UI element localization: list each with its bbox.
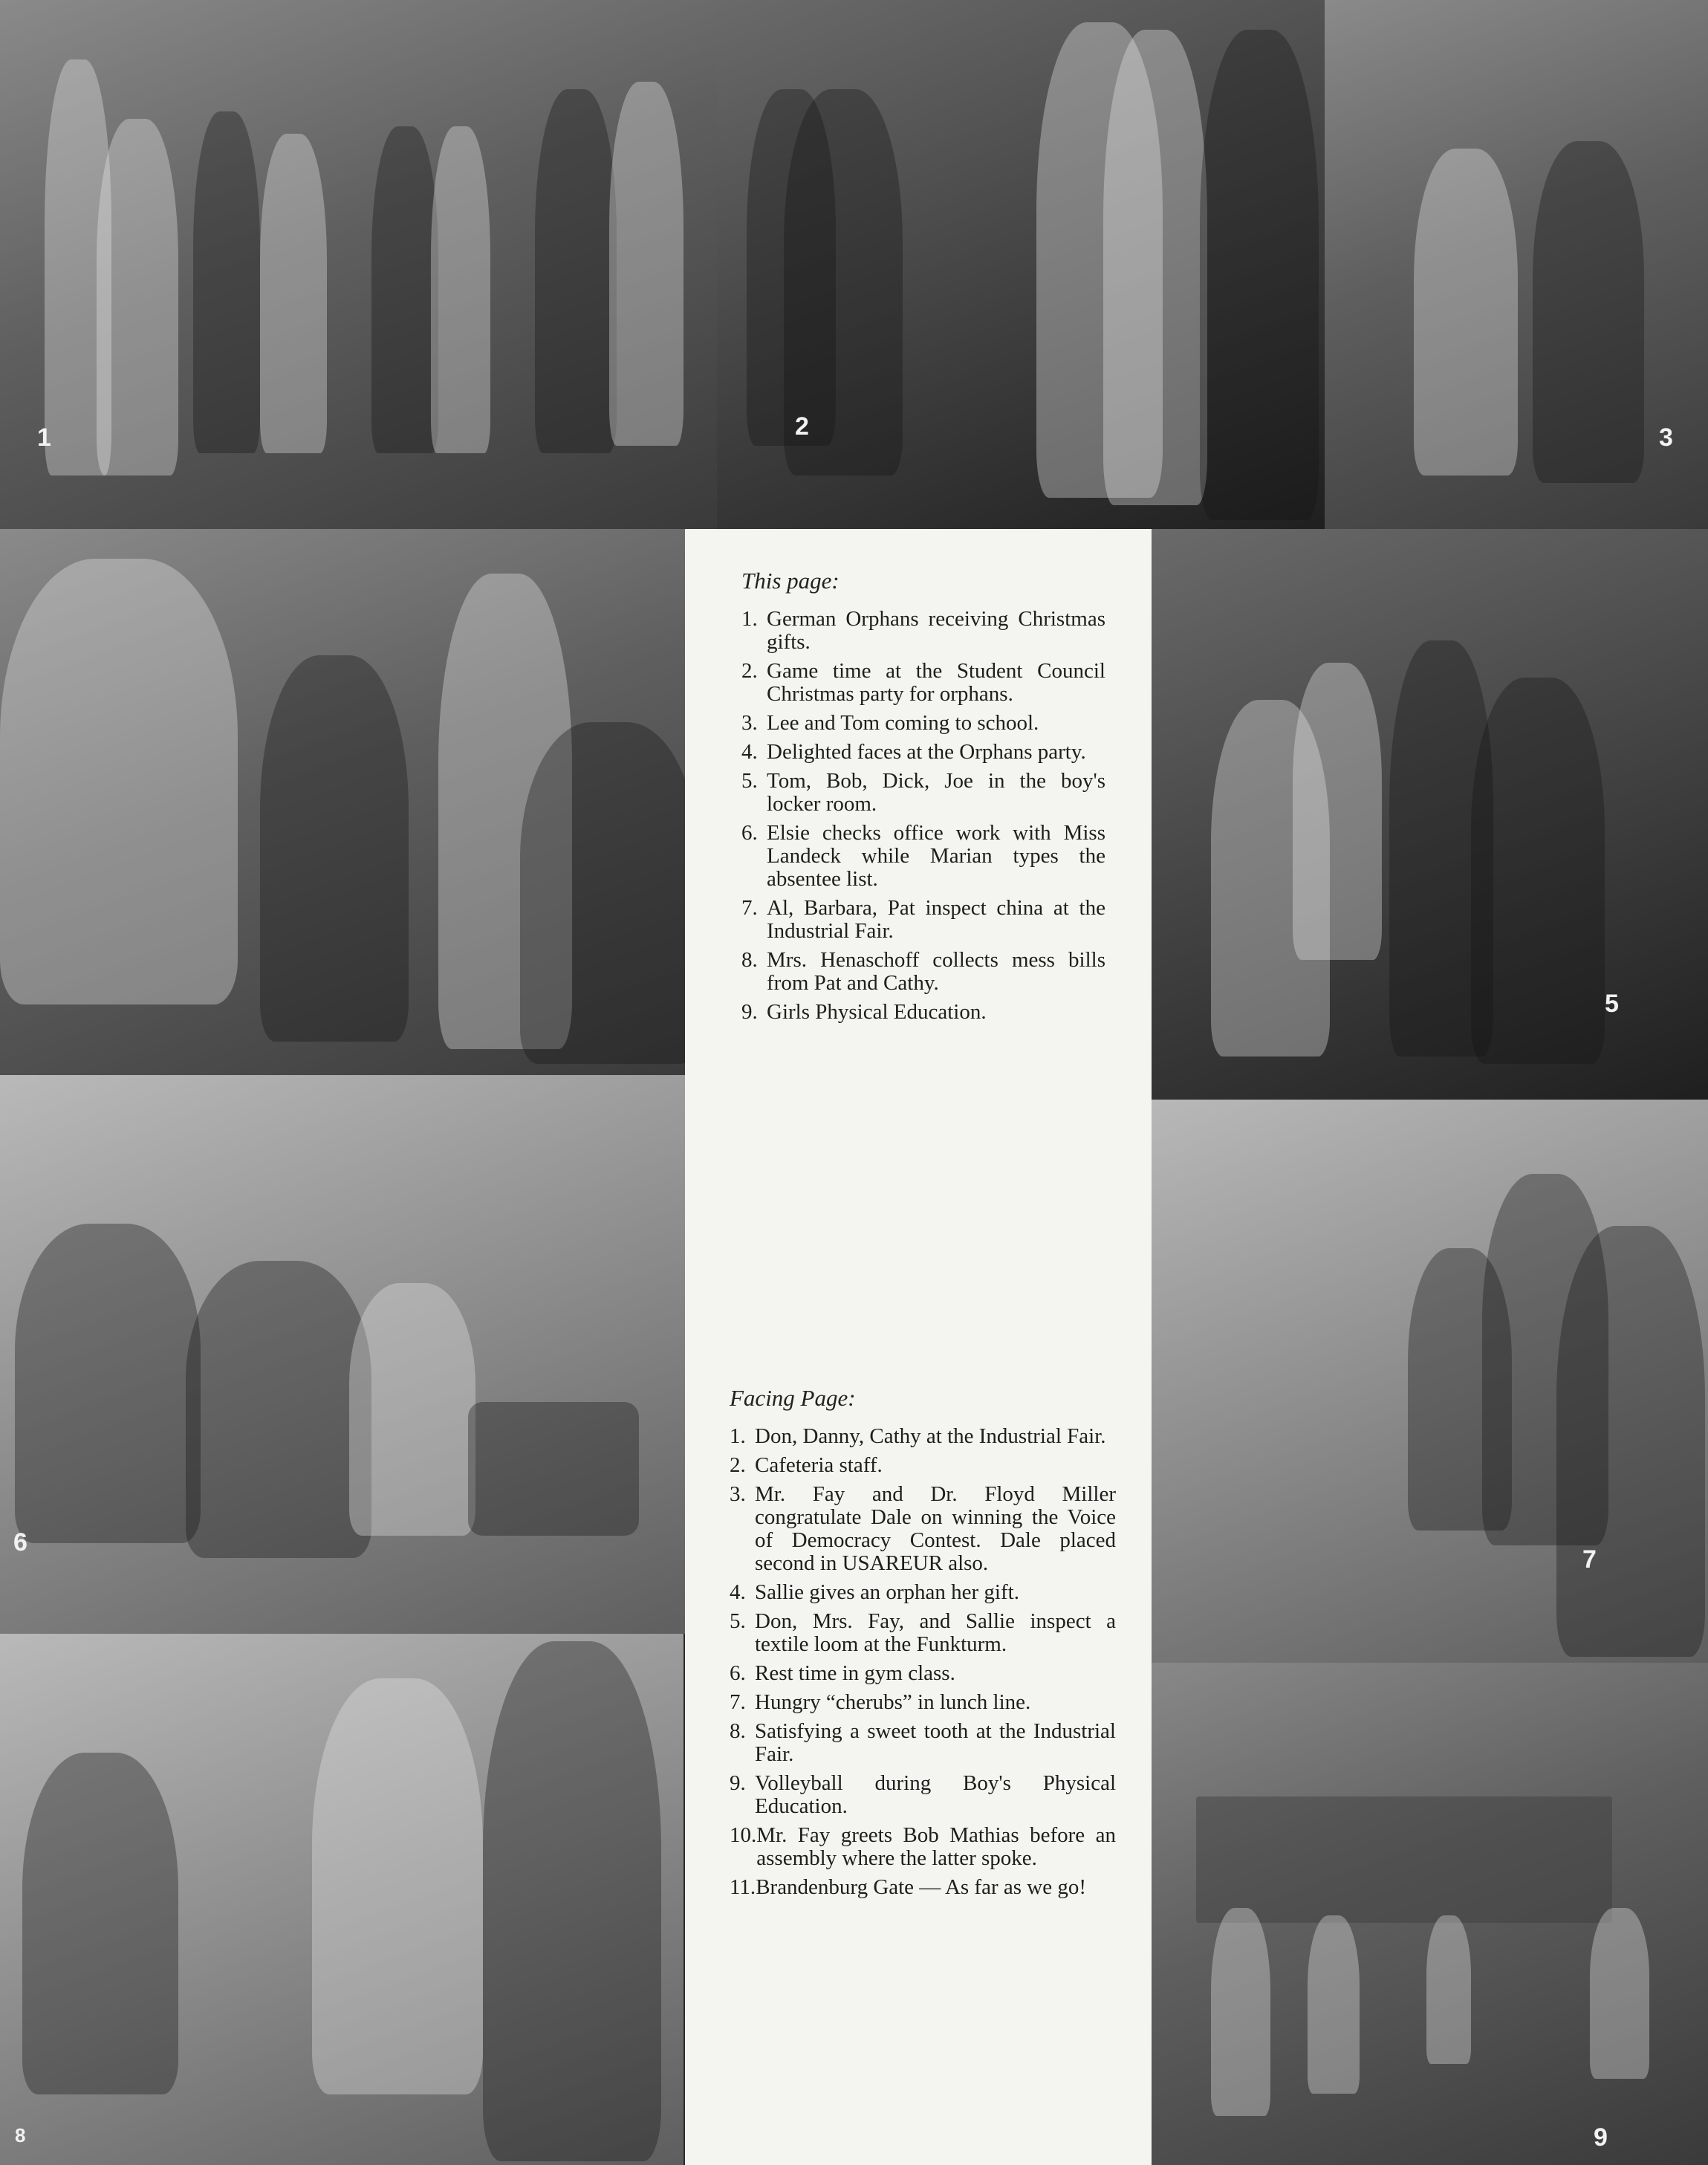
caption-number: 9. — [730, 1771, 746, 1795]
caption-item — [741, 770, 1105, 816]
photo-number: 3 — [1659, 423, 1673, 452]
caption-item — [730, 1824, 1116, 1870]
caption-item — [730, 1581, 1116, 1604]
this-page-captions — [741, 568, 1105, 1030]
caption-item — [741, 608, 1105, 654]
caption-text: Volleyball during Boy's Physical Education. — [755, 1771, 1116, 1818]
photo-number: 1 — [37, 423, 51, 452]
caption-item — [741, 949, 1105, 995]
caption-number: 8. — [741, 948, 758, 972]
caption-text: Hungry “cherubs” in lunch line. — [755, 1690, 1031, 1714]
caption-number: 3. — [730, 1482, 746, 1506]
photo-5-locker-room — [1152, 529, 1708, 1100]
caption-item — [730, 1610, 1116, 1656]
caption-item — [730, 1483, 1116, 1575]
caption-text: Tom, Bob, Dick, Joe in the boy's locker room. — [767, 769, 1105, 816]
caption-item — [741, 660, 1105, 706]
caption-text: Lee and Tom coming to school. — [767, 711, 1039, 735]
caption-number: 7. — [730, 1690, 746, 1714]
caption-text: Mr. Fay and Dr. Floyd Miller congratulate Dale on winning the Voice of Democracy Contest. Dale placed second in USAREUR also. — [755, 1482, 1116, 1575]
caption-text: Cafeteria staff. — [755, 1453, 883, 1477]
photo-7-industrial-fair-china — [1126, 1100, 1708, 1663]
facing-page-list — [730, 1425, 1116, 1899]
photo-4-orphans-party — [0, 529, 709, 1075]
caption-number: 7. — [741, 896, 758, 920]
caption-number: 9. — [741, 1000, 758, 1024]
caption-text: German Orphans receiving Christmas gifts. — [767, 607, 1105, 654]
caption-item — [730, 1876, 1116, 1899]
caption-item — [741, 897, 1105, 943]
caption-text: Mr. Fay greets Bob Mathias before an assembly where the latter spoke. — [756, 1823, 1116, 1870]
caption-text: Don, Mrs. Fay, and Sallie inspect a textile loom at the Funkturm. — [755, 1609, 1116, 1656]
photo-number: 9 — [1594, 2123, 1608, 2152]
caption-number: 4. — [730, 1580, 746, 1604]
caption-item — [730, 1772, 1116, 1818]
caption-number: 6. — [730, 1661, 746, 1685]
photo-number: 7 — [1582, 1545, 1597, 1574]
caption-item — [741, 1001, 1105, 1024]
caption-text: Game time at the Student Council Christmas party for orphans. — [767, 659, 1105, 706]
caption-item — [730, 1691, 1116, 1714]
caption-text: Al, Barbara, Pat inspect china at the Industrial Fair. — [767, 896, 1105, 943]
photo-9-girls-physical-education — [1114, 1663, 1708, 2165]
caption-item — [730, 1425, 1116, 1448]
photo-6-office-work — [0, 1075, 702, 1634]
this-page-list — [741, 608, 1105, 1024]
caption-number: 1. — [741, 607, 758, 631]
caption-number: 4. — [741, 740, 758, 764]
caption-number: 5. — [741, 769, 758, 793]
caption-text: Girls Physical Education. — [767, 1000, 987, 1024]
caption-number: 6. — [741, 821, 758, 845]
facing-page-captions — [730, 1385, 1116, 1905]
caption-text: Don, Danny, Cathy at the Industrial Fair. — [755, 1424, 1106, 1448]
caption-number: 3. — [741, 711, 758, 735]
caption-item — [730, 1720, 1116, 1766]
caption-number: 8. — [730, 1719, 746, 1743]
caption-number: 2. — [730, 1453, 746, 1477]
caption-item — [730, 1454, 1116, 1477]
caption-item — [741, 822, 1105, 891]
facing-page-heading: Facing Page: — [730, 1385, 856, 1411]
caption-text: Brandenburg Gate — As far as we go! — [756, 1875, 1087, 1899]
photo-2-jump-rope — [717, 0, 1332, 529]
caption-text: Sallie gives an orphan her gift. — [755, 1580, 1019, 1604]
caption-text: Delighted faces at the Orphans party. — [767, 740, 1086, 764]
photo-number: 8 — [15, 2124, 26, 2146]
caption-panel — [685, 529, 1152, 2165]
caption-number: 11. — [730, 1875, 756, 1899]
caption-text: Satisfying a sweet tooth at the Industrial Fair. — [755, 1719, 1116, 1766]
photo-number: 2 — [795, 412, 809, 441]
photo-8-mess-bills — [0, 1634, 683, 2165]
photo-1-orphans-gifts — [0, 0, 724, 529]
this-page-heading: This page: — [741, 568, 840, 594]
photo-number: 5 — [1605, 990, 1619, 1018]
photo-number: 6 — [13, 1528, 27, 1557]
caption-number: 1. — [730, 1424, 746, 1448]
caption-number: 10. — [730, 1823, 757, 1847]
caption-item — [741, 741, 1105, 764]
caption-text: Elsie checks office work with Miss Landeck while Marian types the absentee list. — [767, 821, 1105, 891]
caption-text: Mrs. Henaschoff collects mess bills from Pat and Cathy. — [767, 948, 1105, 995]
caption-number: 5. — [730, 1609, 746, 1633]
caption-item — [741, 712, 1105, 735]
photo-3-lee-and-tom — [1325, 0, 1708, 529]
caption-text: Rest time in gym class. — [755, 1661, 955, 1685]
caption-number: 2. — [741, 659, 758, 683]
caption-item — [730, 1662, 1116, 1685]
